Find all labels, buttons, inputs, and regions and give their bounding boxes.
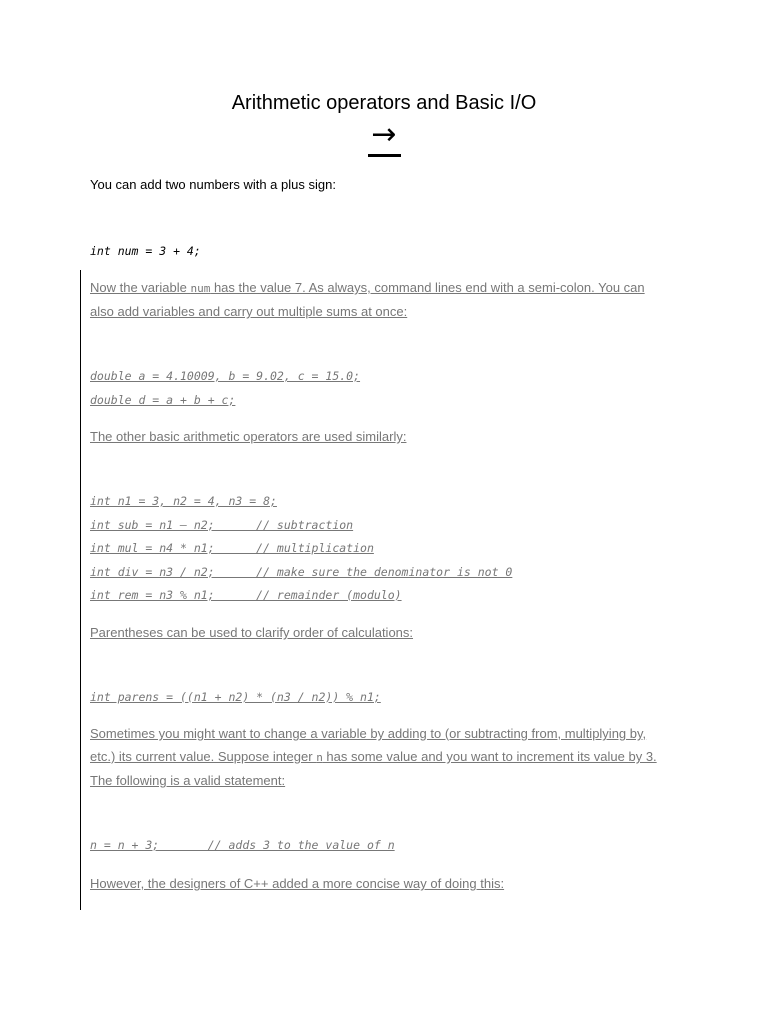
paragraph-parentheses: Parentheses can be used to clarify order of calculations:: [90, 625, 414, 640]
code-line: int div = n3 / n2; // make sure the denominator is not 0: [90, 564, 513, 579]
intro-text: You can add two numbers with a plus sign:: [90, 177, 336, 192]
arrow-underline: [368, 154, 401, 157]
code-line: double a = 4.10009, b = 9.02, c = 15.0;: [90, 369, 361, 383]
paragraph-variable-num: [90, 276, 690, 323]
paragraph-other-operators: The other basic arithmetic operators are used similarly:: [90, 429, 407, 444]
code-line: int mul = n4 * n1; // multiplication: [90, 541, 374, 555]
paragraph-concise-way: However, the designers of C++ added a more concise way of doing this:: [90, 876, 505, 891]
inline-code-n: n: [316, 751, 323, 764]
paragraph-increment: Sometimes you might want to change a variable by adding to (or subtracting from, multiplying by, etc.) its current value. Suppose integer n has some value and you want to increment its value by 3. The following is a valid statement:: [90, 726, 657, 788]
arrow-icon: →: [371, 117, 397, 152]
change-bar: [80, 270, 81, 910]
code-block-operators: [90, 490, 690, 608]
inline-code-num: num: [190, 282, 211, 295]
code-block-n-plus-3: [90, 834, 690, 858]
para1-part1: Now the variable: [90, 280, 191, 295]
code-line: int parens = ((n1 + n2) * (n3 / n2)) % n1;: [90, 690, 381, 704]
code-line: int sub = n1 – n2; // subtraction: [90, 517, 354, 532]
code-line: int rem = n3 % n1; // remainder (modulo): [90, 588, 402, 602]
code-snippet-num: int num = 3 + 4;: [90, 244, 201, 258]
para1-line2: also add variables and carry out multiple sums at once:: [90, 304, 408, 319]
code-block-doubles: [90, 365, 690, 412]
code-line: double d = a + b + c;: [90, 392, 236, 407]
code-line: n = n + 3; // adds 3 to the value of n: [90, 838, 395, 852]
page-title: Arithmetic operators and Basic I/O: [231, 92, 537, 114]
para1-part2: has the value 7. As always, command lines end with a semi-colon. You can: [210, 280, 645, 295]
code-block-parens: [90, 686, 690, 710]
code-line: int n1 = 3, n2 = 4, n3 = 8;: [90, 494, 277, 508]
